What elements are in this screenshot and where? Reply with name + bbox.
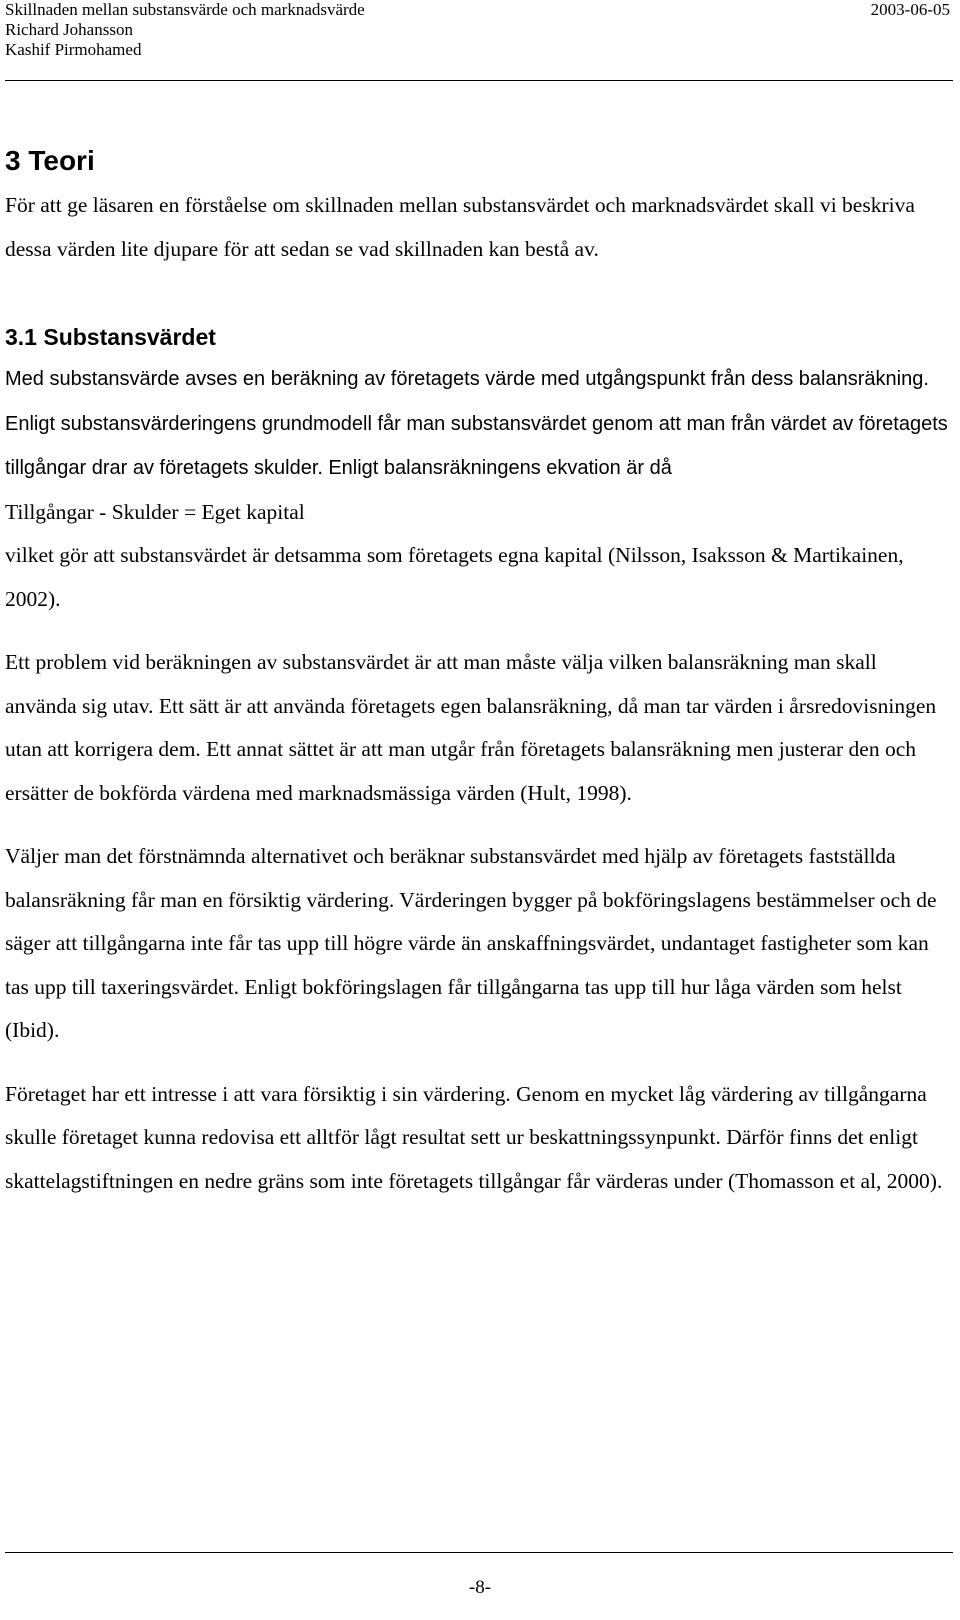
paragraph-text-sans: Enligt substansvärderingens grundmodell får man substansvärdet genom att man från värdet av företagets tillgångar drar av företagets skulder. [5,412,948,479]
equation-line: Tillgångar - Skulder = Eget kapital [5,499,305,524]
document-date: 2003-06-05 [870,0,950,19]
footer-divider [5,1552,953,1553]
page-number: -8- [468,1577,492,1598]
spacer [5,1053,950,1073]
spacer [5,271,950,317]
section-heading: 3 Teori [5,145,95,176]
document-title: Skillnaden mellan substansvärde och marknadsvärde [5,0,365,19]
intro-paragraph: För att ge läsaren en förståelse om skillnaden mellan substansvärdet och marknadsvärdet skall vi beskriva dessa värden lite djupare för att sedan se vad skillnaden kan bestå av. [5,193,915,261]
author-name: Richard Johansson [5,20,133,39]
paragraph-text-sans: Med substansvärde avses en beräkning av företagets värde med utgångspunkt från dess balansräkning. [5,368,929,390]
paragraph-text-sans: Enligt balansräkningens ekvation är då [328,457,672,479]
paragraph-valuation: Väljer man det förstnämnda alternativet och beräknar substansvärdet med hjälp av företagets fastställda balansräkning får man en försiktig värdering. Värderingen bygger på bokföringslagens bestämmelser och de säger att tillgångarna inte får tas upp till högre värde än anskaffningsvärdet, undantaget fastigheter som kan tas upp till taxeringsvärdet. Enligt bokföringslagen får tillgångarna tas upp till hur låga värden som helst (Ibid). [5,844,937,1042]
page-body [5,138,950,1203]
paragraph-continuation: vilket gör att substansvärdet är detsamma som företagets egna kapital (Nilsson, Isaksson & Martikainen, 2002). [5,543,904,611]
paragraph-problem: Ett problem vid beräkningen av substansvärdet är att man måste välja vilken balansräkning man skall använda sig utav. Ett sätt är att använda företagets egen balansräkning, då man tar värden i årsredovisningen utan att korrigera dem. Ett annat sättet är att man utgår från företagets balansräkning men justerar den och ersätter de bokförda värdena med marknadsmässiga värden (Hult, 1998). [5,650,937,805]
spacer [5,815,950,835]
paragraph-tax: Företaget har ett intresse i att vara försiktig i sin värdering. Genom en mycket låg värdering av tillgångarna skulle företaget kunna redovisa ett alltför lågt resultat sett ur beskattningssynpunkt. Därför finns det enligt skattelagstiftningen en nedre gräns som inte företagets tillgångar får värderas under (Thomasson et al, 2000). [5,1081,943,1193]
paragraph-substansvarde [5,357,950,491]
author-name: Kashif Pirmohamed [5,40,142,59]
header-divider [5,80,953,81]
header-row-top [5,0,950,20]
spacer [5,621,950,641]
page-header [5,0,950,60]
subsection-heading: 3.1 Substansvärdet [5,324,216,350]
